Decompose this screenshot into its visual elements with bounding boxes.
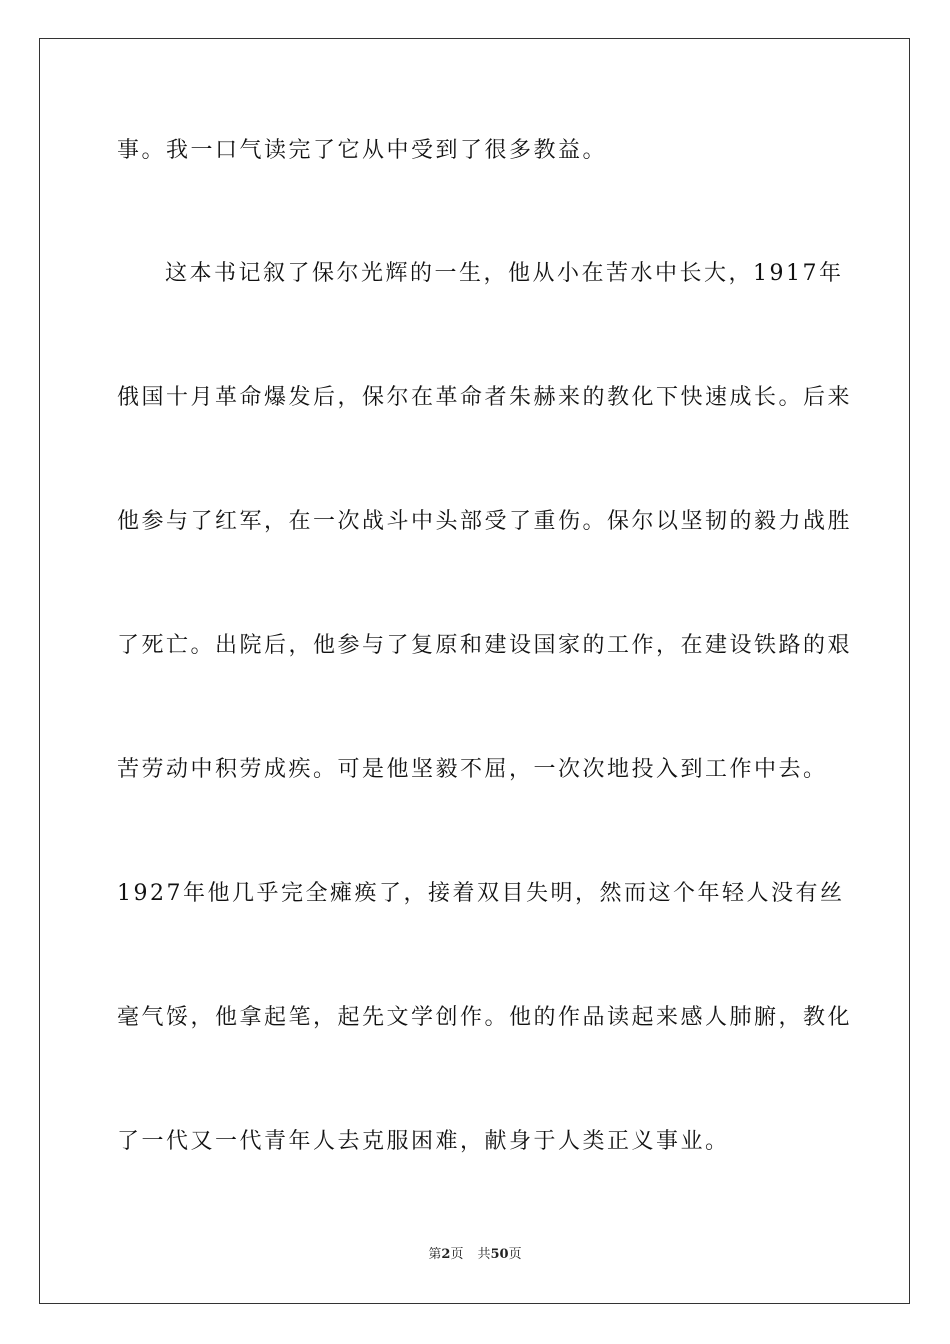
body-line-2: 这本书记叙了保尔光辉的一生，他从小在苦水中长大，1917年: [165, 261, 844, 286]
body-line-1: 事。我一口气读完了它从中受到了很多教益。: [117, 138, 608, 163]
body-line-9: 了一代又一代青年人去克服困难，献身于人类正义事业。: [117, 1129, 730, 1154]
body-line-5: 了死亡。出院后，他参与了复原和建设国家的工作，在建设铁路的艰: [117, 633, 853, 658]
body-line-3: 俄国十月革命爆发后，保尔在革命者朱赫来的教化下快速成长。后来: [117, 385, 853, 410]
page-footer: [0, 1247, 950, 1263]
total-suffix: 页: [508, 1247, 522, 1262]
body-line-6: 苦劳动中积劳成疾。可是他坚毅不屈，一次次地投入到工作中去。: [117, 757, 828, 782]
page-number: 2: [441, 1247, 451, 1262]
page-suffix: 页: [450, 1247, 464, 1262]
total-pages: 50: [490, 1247, 509, 1262]
body-line-4: 他参与了红军，在一次战斗中头部受了重伤。保尔以坚韧的毅力战胜: [117, 509, 853, 534]
body-line-7: 1927年他几乎完全瘫痪了，接着双目失明，然而这个年轻人没有丝: [117, 881, 845, 906]
page-prefix: 第: [428, 1247, 442, 1262]
body-line-8: 毫气馁，他拿起笔，起先文学创作。他的作品读起来感人肺腑，教化: [117, 1005, 853, 1030]
total-prefix: 共: [477, 1247, 491, 1262]
page-frame: [39, 38, 910, 1304]
